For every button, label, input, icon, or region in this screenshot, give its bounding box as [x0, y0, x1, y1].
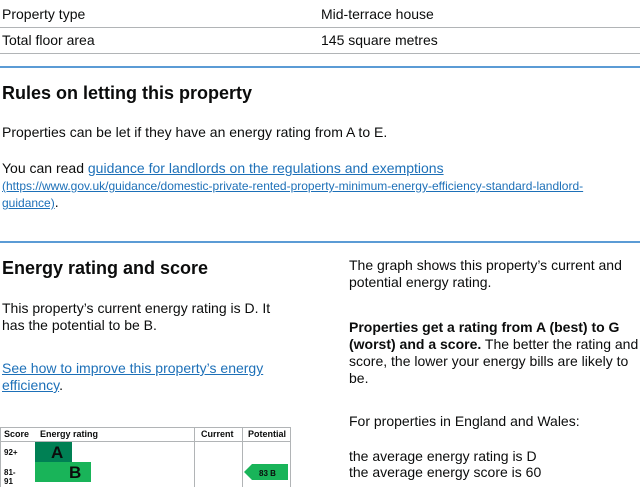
- energy-rating-chart: [0, 427, 291, 487]
- band-bar: [35, 442, 72, 462]
- rating-explanation: [349, 319, 639, 387]
- rules-paragraph: Properties can be let if they have an energy rating from A to E.: [2, 124, 388, 140]
- rating-explanation-bold: Properties get a rating from A (best) to G (worst) and a score.: [349, 319, 620, 352]
- property-type-label: Property type: [2, 6, 86, 22]
- chart-border: [0, 427, 1, 487]
- energy-heading: Energy rating and score: [2, 258, 209, 278]
- chart-border: [290, 427, 291, 487]
- section-divider: [0, 66, 640, 68]
- england-wales-text: For properties in England and Wales:: [349, 413, 580, 429]
- potential-rating-arrow: [244, 464, 288, 480]
- band-letter: A: [51, 443, 64, 462]
- guidance-paragraph: [2, 160, 638, 211]
- floor-area-value: 145 square metres: [321, 32, 438, 48]
- guidance-suffix: .: [54, 194, 59, 210]
- row-divider: [0, 53, 640, 54]
- section-divider: [0, 241, 640, 243]
- floor-area-label: Total floor area: [2, 32, 95, 48]
- current-rating-text: This property’s current energy rating is D. It has the potential to be B.: [2, 300, 271, 333]
- chart-header-rating: Energy rating: [40, 429, 99, 439]
- band-range: 81-91: [4, 468, 16, 486]
- band-letter: B: [69, 463, 82, 482]
- chart-header-potential: Potential: [248, 429, 287, 439]
- improve-paragraph: [2, 360, 292, 394]
- chart-border: [242, 427, 243, 487]
- chart-border: [194, 427, 195, 487]
- chart-header-score: Score: [4, 429, 30, 439]
- chart-header-current: Current: [201, 429, 234, 439]
- row-divider: [0, 27, 640, 28]
- graph-description: The graph shows this property’s current and potential energy rating.: [349, 257, 622, 290]
- guidance-url-line-1[interactable]: (https://www.gov.uk/guidance/domestic-private-rented-property-minimum-energy-efficiency-standard-landlord-: [2, 179, 584, 193]
- average-rating-text: the average energy rating is D: [349, 448, 537, 464]
- rating-explanation-rest: The better the rating and score, the lower your energy bills are likely to be.: [349, 336, 639, 386]
- improve-link[interactable]: See how to improve this property’s energy efficiency: [2, 360, 264, 393]
- band-range: 92+: [4, 448, 18, 457]
- band-bar: [35, 462, 91, 482]
- guidance-url-line-2[interactable]: guidance): [2, 196, 55, 210]
- potential-rating-label: 83 B: [259, 469, 276, 478]
- guidance-link[interactable]: guidance for landlords on the regulations and exemptions: [87, 160, 444, 176]
- improve-suffix: .: [59, 377, 63, 393]
- property-type-value: Mid-terrace house: [321, 6, 434, 22]
- guidance-prefix: You can read: [2, 160, 88, 176]
- rules-heading: Rules on letting this property: [2, 83, 253, 103]
- average-score-text: the average energy score is 60: [349, 464, 542, 480]
